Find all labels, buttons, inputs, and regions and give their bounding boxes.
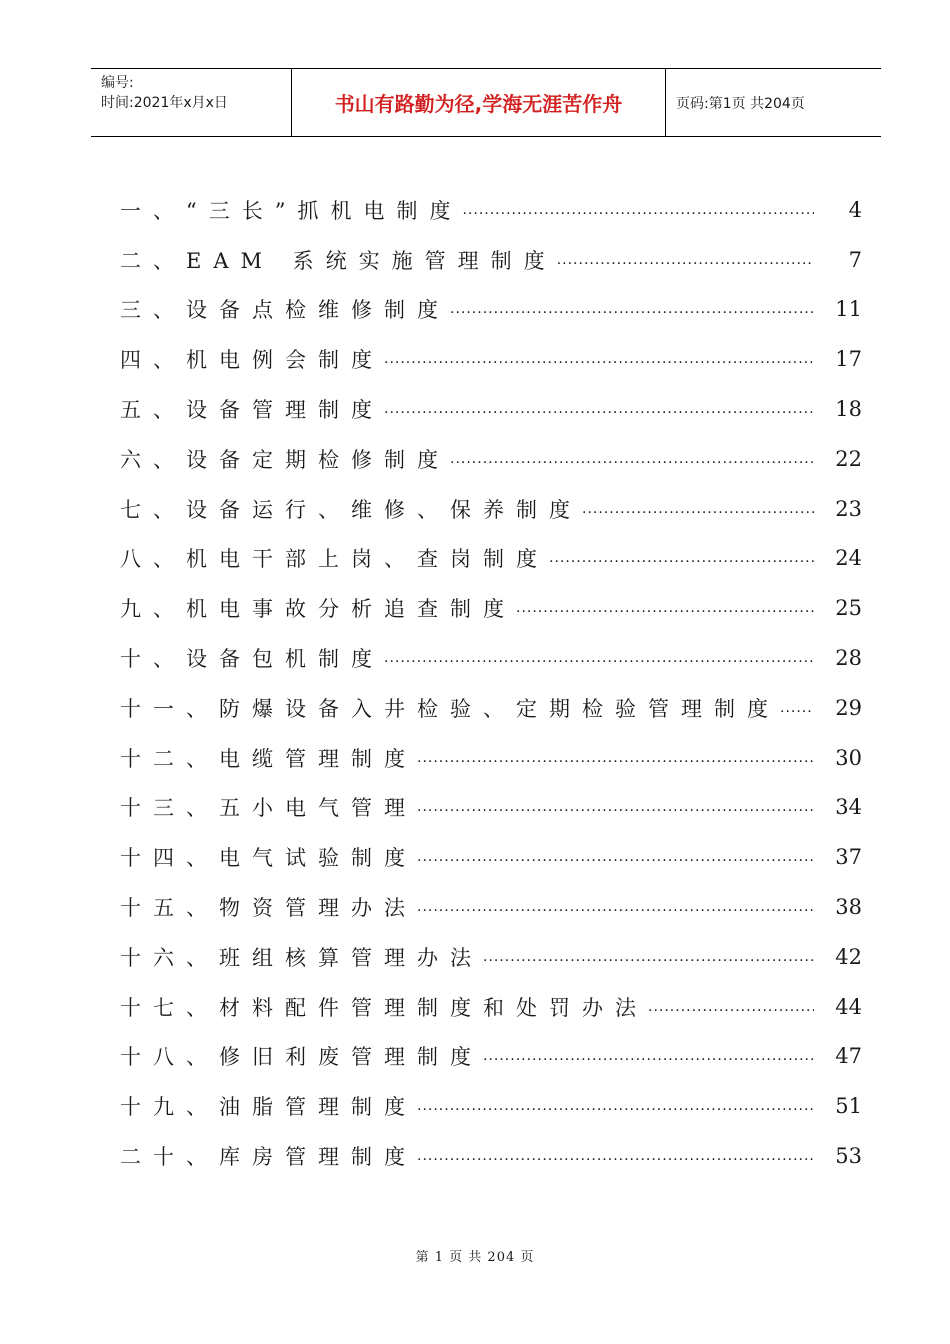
toc-entry-title: 九、机电事故分析追查制度 xyxy=(120,597,516,622)
toc-entry-page: 38 xyxy=(835,895,862,920)
toc-entry[interactable] xyxy=(120,334,862,384)
toc-entry[interactable] xyxy=(120,185,862,235)
toc-entry-title: 十九、油脂管理制度 xyxy=(120,1095,417,1120)
toc-entry-title: 八、机电干部上岗、查岗制度 xyxy=(120,547,549,572)
toc-leader-dots xyxy=(483,1048,814,1064)
toc-entry[interactable] xyxy=(120,783,862,833)
toc-entry-page: 7 xyxy=(848,247,862,272)
toc-leader-dots xyxy=(462,202,814,218)
toc-entry-title: 二、EAM 系统实施管理制度 xyxy=(120,248,557,273)
header-page-info: 页码:第1页 共204页 xyxy=(676,95,805,112)
toc-entry-page: 4 xyxy=(848,197,862,222)
toc-leader-dots xyxy=(483,949,814,965)
toc-entry-page: 28 xyxy=(835,646,862,671)
toc-entry-title: 二十、库房管理制度 xyxy=(120,1145,417,1170)
toc-entry-page: 22 xyxy=(835,446,862,471)
toc-entry[interactable] xyxy=(120,932,862,982)
toc-entry-page: 37 xyxy=(835,845,862,870)
toc-leader-dots xyxy=(450,301,814,317)
header-motto: 书山有路勤为径,学海无涯苦作舟 xyxy=(292,69,666,136)
toc-entry-page: 47 xyxy=(835,1044,862,1069)
toc-leader-dots xyxy=(384,401,814,417)
toc-entry[interactable] xyxy=(120,982,862,1032)
toc-entry-title: 十三、五小电气管理 xyxy=(120,796,417,821)
header-meta xyxy=(91,69,292,136)
toc-leader-dots xyxy=(549,550,814,566)
toc-entry-title: 十四、电气试验制度 xyxy=(120,846,417,871)
toc-entry-title: 七、设备运行、维修、保养制度 xyxy=(120,497,582,522)
toc-entry[interactable] xyxy=(120,534,862,584)
toc-entry-title: 三、设备点检维修制度 xyxy=(120,298,450,323)
toc-entry-title: 十六、班组核算管理办法 xyxy=(120,945,483,970)
toc-entry[interactable] xyxy=(120,683,862,733)
time-label: 时间:2021年x月x日 xyxy=(101,95,228,111)
toc-entry[interactable] xyxy=(120,1131,862,1181)
toc-leader-dots xyxy=(780,700,814,716)
toc-entry-page: 44 xyxy=(835,994,862,1019)
toc-leader-dots xyxy=(384,650,814,666)
toc-leader-dots xyxy=(557,252,814,268)
toc-entry-page: 51 xyxy=(835,1094,862,1119)
toc-entry-title: 十一、防爆设备入井检验、定期检验管理制度 xyxy=(120,696,780,721)
toc-entry-title: 六、设备定期检修制度 xyxy=(120,447,450,472)
toc-entry[interactable] xyxy=(120,434,862,484)
toc-entry[interactable] xyxy=(120,733,862,783)
toc-entry-page: 18 xyxy=(835,397,862,422)
toc-leader-dots xyxy=(648,999,814,1015)
toc-leader-dots xyxy=(417,1098,814,1114)
toc-entry-page: 24 xyxy=(835,546,862,571)
toc-entry-page: 17 xyxy=(835,347,862,372)
table-of-contents xyxy=(120,185,862,1181)
toc-entry[interactable] xyxy=(120,285,862,335)
toc-entry-page: 23 xyxy=(835,496,862,521)
toc-entry[interactable] xyxy=(120,484,862,534)
toc-leader-dots xyxy=(516,600,814,616)
toc-leader-dots xyxy=(417,750,814,766)
toc-leader-dots xyxy=(417,1148,814,1164)
toc-entry[interactable] xyxy=(120,1081,862,1131)
toc-entry[interactable] xyxy=(120,235,862,285)
toc-entry-page: 34 xyxy=(835,795,862,820)
toc-entry-page: 25 xyxy=(835,596,862,621)
toc-entry[interactable] xyxy=(120,882,862,932)
toc-leader-dots xyxy=(417,799,814,815)
toc-leader-dots xyxy=(582,501,814,517)
toc-leader-dots xyxy=(417,899,814,915)
toc-entry-title: 四、机电例会制度 xyxy=(120,348,384,373)
toc-entry[interactable] xyxy=(120,384,862,434)
toc-entry-title: 十二、电缆管理制度 xyxy=(120,746,417,771)
toc-entry-page: 53 xyxy=(835,1144,862,1169)
toc-entry-title: 五、设备管理制度 xyxy=(120,398,384,423)
toc-leader-dots xyxy=(417,849,814,865)
toc-entry-title: 十八、修旧利废管理制度 xyxy=(120,1045,483,1070)
toc-leader-dots xyxy=(384,351,814,367)
toc-entry[interactable] xyxy=(120,1032,862,1082)
toc-entry-page: 30 xyxy=(835,745,862,770)
toc-entry[interactable] xyxy=(120,583,862,633)
toc-entry-title: 十、设备包机制度 xyxy=(120,647,384,672)
toc-entry-title: 十五、物资管理办法 xyxy=(120,896,417,921)
page-footer: 第 1 页 共 204 页 xyxy=(415,1250,535,1265)
toc-entry[interactable] xyxy=(120,633,862,683)
toc-entry-page: 11 xyxy=(835,297,862,322)
toc-entry[interactable] xyxy=(120,832,862,882)
toc-entry-page: 29 xyxy=(835,695,862,720)
toc-entry-page: 42 xyxy=(835,944,862,969)
number-label: 编号: xyxy=(101,75,134,91)
document-header xyxy=(91,68,881,137)
toc-leader-dots xyxy=(450,451,814,467)
toc-entry-title: 十七、材料配件管理制度和处罚办法 xyxy=(120,995,648,1020)
toc-entry-title: 一、“三长”抓机电制度 xyxy=(120,198,463,223)
